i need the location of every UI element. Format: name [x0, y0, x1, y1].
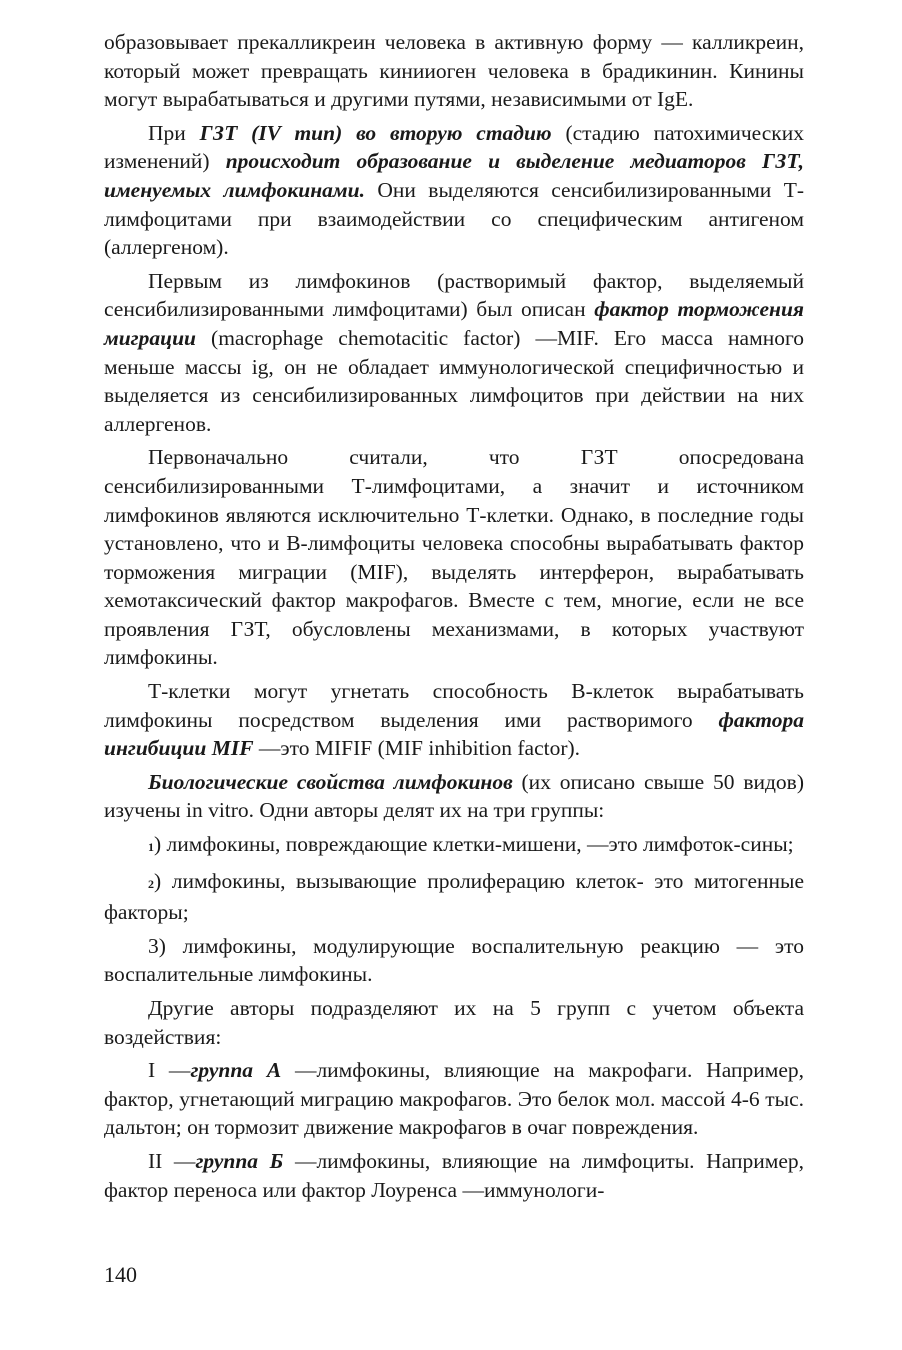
emphasis-run: фактор торможения миграции — [104, 297, 804, 350]
paragraph-1: образовывает прекалликреин человека в активную форму — калликреин, который может превращать кинииоген человека в брадикинин. Кинины могут вырабатываться и другими путями, независимыми от IgE. — [104, 30, 804, 112]
text-run: При — [148, 120, 200, 145]
text-run: Они выделяются сенсибилизированными Т-лимфоцитами при взаимодействии со специфическим антигеном (аллергеном). — [104, 177, 804, 260]
text-run: I — — [148, 1058, 191, 1083]
group-a-paragraph — [104, 1056, 804, 1142]
text-run: (macrophage chemotacitic factor) —MIF. Его масса намного меньше массы ig, он не обладает иммунологической специфичностью и выделяется из сенсибилизированных лимфоцитов при действии на них аллергенов. — [104, 325, 804, 436]
text-run: (стадию патохимических изменений) — [104, 120, 804, 174]
emphasis-run: Биологические свойства лимфокинов — [148, 769, 513, 794]
text-run: —лимфокины, влияющие на лимфоциты. Например, фактор переноса или фактор Лоуренса —иммунологи- — [104, 1148, 804, 1202]
paragraph-3 — [104, 267, 804, 439]
paragraph-2 — [104, 119, 804, 262]
list-number: 1 — [148, 840, 154, 855]
list-item-1 — [104, 830, 804, 862]
paragraph-4: Первоначально считали, что ГЗТ опосредована сенсибилизированными Т-лимфоцитами, а значит и источником лимфокинов являются исключительно Т-клетки. Однако, в последние годы установлено, что и В-лимфоциты человека способны вырабатывать фактор торможения миграции (MIF), выделять интерферон, вырабатывать хемотаксический фактор макрофагов. Вместе с тем, многие, если не все проявления ГЗТ, обусловлены механизмами, в которых участвуют лимфокины. — [104, 445, 804, 670]
paragraph-6 — [104, 768, 804, 825]
text-run: —лимфокины, влияющие на макрофаги. Например, фактор, угнетающий миграцию макрофагов. Это белок мол. массой 4-6 тыс. дальтон; он тормозит движение макрофагов в очаг повреждения. — [104, 1058, 804, 1140]
page-body — [104, 28, 804, 1209]
paragraph-7: Другие авторы подразделяют их на 5 групп с учетом объекта воздействия: — [104, 996, 804, 1049]
list-item-3: 3) лимфокины, модулирующие воспалительную реакцию — это воспалительные лимфокины. — [104, 933, 804, 987]
paragraph-5 — [104, 677, 804, 763]
page-number: 140 — [104, 1262, 137, 1287]
text-run: (их описано свыше 50 видов) изучены in vitro. Одни авторы делят их на три группы: — [104, 769, 804, 823]
list-item-2 — [104, 867, 804, 927]
emphasis-run: группа Б — [195, 1148, 284, 1173]
text-run: II — — [148, 1148, 196, 1173]
list-number: 2 — [148, 876, 154, 891]
emphasis-run: ГЗТ (IV тип) во вторую стадию — [199, 120, 552, 145]
text-run: —это MIFIF (MIF inhibition factor). — [253, 736, 581, 761]
text-run: Т-клетки могут угнетать способность В-клеток вырабатывать лимфокины посредством выделения ими растворимого — [104, 679, 804, 732]
emphasis-run: фактора ингибиции MIF — [104, 707, 804, 761]
emphasis-run: происходит образование и выделение медиаторов ГЗТ, именуемых лимфокинами. — [104, 149, 804, 202]
text-run: Первым из лимфокинов (растворимый фактор, выделяемый сенсибилизированными лимфоцитами) был описан — [104, 268, 804, 322]
emphasis-run: группа А — [190, 1058, 282, 1083]
text-run: ) лимфокины, повреждающие клетки-мишени, —это лимфоток-сины; — [154, 832, 794, 857]
group-b-paragraph — [104, 1147, 804, 1204]
text-run: ) лимфокины, вызывающие пролиферацию клеток- это митогенные факторы; — [104, 868, 804, 925]
